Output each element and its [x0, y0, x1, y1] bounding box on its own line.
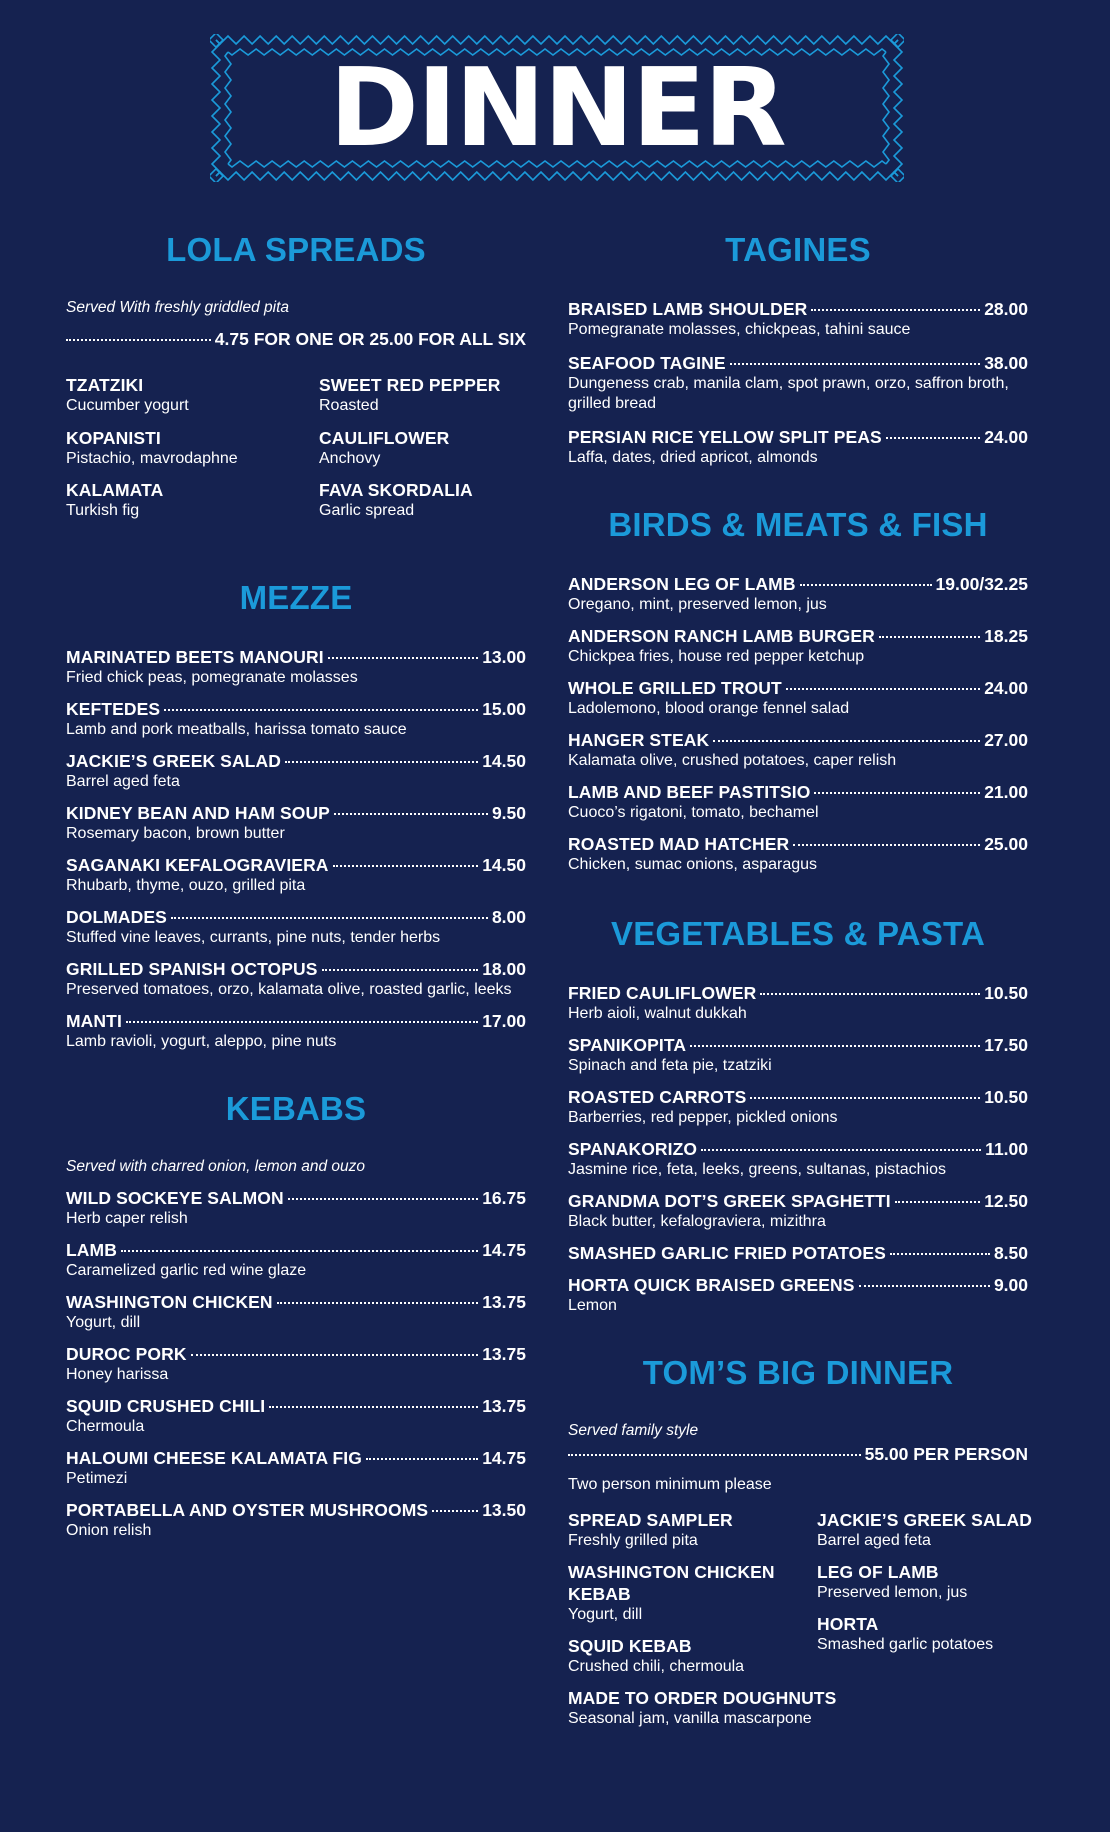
spreads-price: 4.75 FOR ONE OR 25.00 FOR ALL SIX: [214, 329, 526, 349]
item-desc: Rosemary bacon, brown butter: [66, 825, 285, 842]
dot-leader: [701, 1149, 981, 1151]
dot-leader: [890, 1253, 990, 1255]
menu-item: [319, 479, 569, 521]
item-name: GRANDMA DOT’S GREEK SPAGHETTI: [568, 1191, 891, 1211]
dot-leader: [288, 1198, 478, 1200]
toms-note: Two person minimum please: [568, 1476, 772, 1493]
menu-item: [568, 1242, 1028, 1264]
item-desc: Black butter, kefalograviera, mizithra: [568, 1213, 826, 1230]
menu-item: [568, 833, 1028, 875]
item-name: DOLMADES: [66, 907, 167, 927]
item-desc: Herb aioli, walnut dukkah: [568, 1005, 747, 1022]
item-desc: Dungeness crab, manila clam, spot prawn, orzo, saffron broth, grilled bread: [568, 375, 1009, 412]
menu-item-row: [568, 982, 1028, 1004]
dot-leader: [879, 636, 980, 638]
item-price: 8.00: [491, 907, 526, 927]
item-name: FAVA SKORDALIA: [319, 480, 473, 500]
item-name: ANDERSON RANCH LAMB BURGER: [568, 626, 875, 646]
dot-leader: [730, 363, 981, 365]
dot-leader: [811, 309, 980, 311]
item-price: 9.00: [993, 1275, 1028, 1295]
item-desc: Cucumber yogurt: [66, 397, 189, 414]
item-name: FRIED CAULIFLOWER: [568, 983, 757, 1003]
menu-item-row: [66, 1395, 526, 1417]
item-name: LAMB: [66, 1240, 117, 1260]
item-name: HORTA QUICK BRAISED GREENS: [568, 1275, 855, 1295]
dot-leader: [269, 1406, 478, 1408]
item-desc: Rhubarb, thyme, ouzo, grilled pita: [66, 877, 306, 894]
dot-leader: [568, 1454, 861, 1456]
item-desc: Honey harissa: [66, 1366, 169, 1383]
item-price: 19.00/32.25: [935, 574, 1028, 594]
item-desc: Yogurt, dill: [568, 1606, 643, 1623]
section-title: BIRDS & MEATS & FISH: [608, 506, 988, 543]
item-price: 13.00: [482, 647, 526, 667]
item-name: WHOLE GRILLED TROUT: [568, 678, 782, 698]
menu-item: [817, 1561, 1047, 1603]
item-desc: Pistachio, mavrodaphne: [66, 450, 238, 467]
menu-item-row: [568, 677, 1028, 699]
item-name: ROASTED MAD HATCHER: [568, 834, 790, 854]
section-intro: Served With freshly griddled pita: [66, 299, 289, 316]
menu-item: [66, 1343, 526, 1385]
dot-leader: [786, 688, 980, 690]
dot-leader: [859, 1285, 990, 1287]
menu-item-row: [568, 781, 1028, 803]
spreads-price-line: [66, 328, 526, 350]
menu-item-row: [568, 729, 1028, 751]
menu-item-row: [568, 1138, 1028, 1160]
menu-item: [568, 352, 1028, 414]
dot-leader: [800, 584, 932, 586]
item-name: WILD SOCKEYE SALMON: [66, 1188, 284, 1208]
item-price: 17.50: [984, 1035, 1028, 1055]
item-name: SPREAD SAMPLER: [568, 1510, 733, 1530]
item-name: KIDNEY BEAN AND HAM SOUP: [66, 803, 330, 823]
toms-price: 55.00 PER PERSON: [864, 1444, 1028, 1464]
item-name: KOPANISTI: [66, 428, 161, 448]
item-name: SEAFOOD TAGINE: [568, 353, 726, 373]
section-vegetables-pasta: [568, 914, 1028, 1314]
item-desc: Stuffed vine leaves, currants, pine nuts, tender herbs: [66, 929, 441, 946]
item-desc: Smashed garlic potatoes: [817, 1636, 994, 1653]
menu-item-row: [66, 1291, 526, 1313]
item-price: 12.50: [984, 1191, 1028, 1211]
item-price: 14.50: [482, 855, 526, 875]
section-title: VEGETABLES & PASTA: [611, 915, 985, 952]
item-desc: Roasted: [319, 397, 379, 414]
item-name: WASHINGTON CHICKEN: [66, 1292, 273, 1312]
menu-item: [568, 781, 1028, 823]
item-name: MANTI: [66, 1011, 122, 1031]
item-price: 13.50: [482, 1500, 526, 1520]
item-price: 9.50: [491, 803, 526, 823]
item-desc: Spinach and feta pie, tzatziki: [568, 1057, 772, 1074]
menu-item: [568, 1138, 1028, 1180]
dot-leader: [334, 813, 488, 815]
menu-item: [66, 802, 526, 844]
dot-leader: [164, 709, 478, 711]
item-desc: Barrel aged feta: [817, 1532, 931, 1549]
menu-item: [66, 698, 526, 740]
item-name: LAMB AND BEEF PASTITSIO: [568, 782, 811, 802]
menu-item: [568, 573, 1028, 615]
dot-leader: [66, 339, 211, 341]
menu-item: [66, 1291, 526, 1333]
menu-item-row: [66, 750, 526, 772]
section-toms-big-dinner: [568, 1353, 1032, 1727]
item-price: 18.25: [984, 626, 1028, 646]
item-desc: Jasmine rice, feta, leeks, greens, sultanas, pistachios: [568, 1161, 946, 1178]
item-name: KALAMATA: [66, 480, 164, 500]
menu-item: [568, 982, 1028, 1024]
item-price: 17.00: [482, 1011, 526, 1031]
menu-item-row: [568, 426, 1028, 448]
item-desc: Caramelized garlic red wine glaze: [66, 1262, 307, 1279]
item-price: 25.00: [984, 834, 1028, 854]
section-title: MEZZE: [239, 579, 353, 616]
item-name: SMASHED GARLIC FRIED POTATOES: [568, 1243, 886, 1263]
item-name: HANGER STEAK: [568, 730, 710, 750]
item-price: 13.75: [482, 1292, 526, 1312]
item-desc: Petimezi: [66, 1470, 128, 1487]
menu-item-row: [66, 1010, 526, 1032]
menu-item: [568, 1086, 1028, 1128]
item-name: SQUID KEBAB: [568, 1636, 692, 1656]
item-desc: Seasonal jam, vanilla mascarpone: [568, 1710, 812, 1727]
menu-item: [319, 427, 569, 469]
menu-item-row: [66, 958, 526, 980]
section-title: LOLA SPREADS: [166, 231, 426, 268]
item-name: PORTABELLA AND OYSTER MUSHROOMS: [66, 1500, 429, 1520]
item-desc: Ladolemono, blood orange fennel salad: [568, 700, 850, 717]
menu-item-row: [568, 833, 1028, 855]
item-desc: Laffa, dates, dried apricot, almonds: [568, 449, 818, 466]
menu-item: [66, 1499, 526, 1541]
dot-leader: [690, 1045, 980, 1047]
item-desc: Kalamata olive, crushed potatoes, caper relish: [568, 752, 897, 769]
section-title: TOM’S BIG DINNER: [642, 1354, 954, 1391]
menu-item-row: [568, 1242, 1028, 1264]
item-name: ROASTED CARROTS: [568, 1087, 747, 1107]
item-name: SQUID CRUSHED CHILI: [66, 1396, 266, 1416]
item-name: SAGANAKI KEFALOGRAVIERA: [66, 855, 329, 875]
item-desc: Fried chick peas, pomegranate molasses: [66, 669, 358, 686]
toms-price-line: [568, 1443, 1028, 1465]
menu-item: [568, 426, 1028, 468]
menu-item-row: [66, 854, 526, 876]
dot-leader: [322, 969, 479, 971]
item-price: 27.00: [984, 730, 1028, 750]
dot-leader: [886, 437, 980, 439]
section-title: KEBABS: [225, 1090, 367, 1127]
menu-item: [568, 677, 1028, 719]
item-price: 24.00: [984, 678, 1028, 698]
menu-item-row: [66, 1239, 526, 1261]
dot-leader: [366, 1458, 478, 1460]
menu-item: [319, 374, 569, 416]
item-desc: Herb caper relish: [66, 1210, 188, 1227]
item-price: 16.75: [482, 1188, 526, 1208]
menu-item-row: [568, 1274, 1028, 1296]
menu-item: [66, 1239, 526, 1281]
item-desc: Pomegranate molasses, chickpeas, tahini sauce: [568, 321, 911, 338]
item-desc: Anchovy: [319, 450, 381, 467]
menu-item: [66, 854, 526, 896]
item-desc: Lemon: [568, 1297, 617, 1314]
dot-leader: [328, 657, 479, 659]
dot-leader: [750, 1097, 980, 1099]
dot-leader: [277, 1302, 479, 1304]
menu-item: [568, 625, 1028, 667]
item-price: 14.75: [482, 1448, 526, 1468]
item-name: JACKIE’S GREEK SALAD: [66, 751, 281, 771]
dot-leader: [126, 1021, 478, 1023]
page-title: DINNER: [329, 46, 785, 171]
item-name: BRAISED LAMB SHOULDER: [568, 299, 808, 319]
menu-item-row: [66, 802, 526, 824]
item-desc: Preserved tomatoes, orzo, kalamata olive, roasted garlic, leeks: [66, 981, 512, 998]
dot-leader: [121, 1250, 478, 1252]
menu-item: [66, 1395, 526, 1437]
item-name: DUROC PORK: [66, 1344, 187, 1364]
menu-item: [568, 729, 1028, 771]
item-desc: Cuoco’s rigatoni, tomato, bechamel: [568, 804, 819, 821]
menu-item-row: [66, 1499, 526, 1521]
menu-item-row: [66, 1187, 526, 1209]
title-frame: [210, 34, 904, 182]
item-name: JACKIE’S GREEK SALAD: [817, 1510, 1032, 1530]
menu-item: [66, 1187, 526, 1229]
item-price: 21.00: [984, 782, 1028, 802]
dot-leader: [432, 1510, 478, 1512]
dot-leader: [895, 1201, 980, 1203]
menu-item-row: [568, 625, 1028, 647]
dot-leader: [793, 844, 980, 846]
menu-item: [568, 1190, 1028, 1232]
section-intro: Served family style: [568, 1422, 699, 1439]
section-title: TAGINES: [725, 231, 871, 268]
item-price: 8.50: [993, 1243, 1028, 1263]
item-desc: Preserved lemon, jus: [817, 1584, 968, 1601]
menu-item-row: [66, 646, 526, 668]
menu-item: [817, 1509, 1047, 1551]
dot-leader: [191, 1354, 479, 1356]
item-desc: Chermoula: [66, 1418, 145, 1435]
dot-leader: [171, 917, 488, 919]
section-lola-spreads: [66, 230, 526, 519]
item-price: 38.00: [984, 353, 1028, 373]
menu-item: [66, 1010, 526, 1052]
item-desc: Lamb and pork meatballs, harissa tomato sauce: [66, 721, 407, 738]
item-desc: Chickpea fries, house red pepper ketchup: [568, 648, 865, 665]
item-price: 10.50: [984, 983, 1028, 1003]
section-tagines: [568, 230, 1028, 466]
item-desc: Barberries, red pepper, pickled onions: [568, 1109, 838, 1126]
menu-item-row: [568, 1034, 1028, 1056]
item-name: GRILLED SPANISH OCTOPUS: [66, 959, 318, 979]
item-name: HORTA: [817, 1614, 879, 1634]
menu-item: [66, 646, 526, 688]
menu-item: [568, 298, 1028, 340]
menu-item: [66, 1447, 526, 1489]
menu-item: [568, 1274, 1028, 1316]
item-name: LEG OF LAMB: [817, 1562, 939, 1582]
item-desc: Barrel aged feta: [66, 773, 180, 790]
item-desc: Lamb ravioli, yogurt, aleppo, pine nuts: [66, 1033, 337, 1050]
item-name: SPANIKOPITA: [568, 1035, 687, 1055]
item-price: 13.75: [482, 1396, 526, 1416]
dot-leader: [713, 740, 980, 742]
menu-item-row: [568, 1086, 1028, 1108]
item-desc: Onion relish: [66, 1522, 152, 1539]
menu-item-row: [568, 1190, 1028, 1212]
menu-item-row: [66, 906, 526, 928]
item-name: ANDERSON LEG OF LAMB: [568, 574, 796, 594]
menu-item-row: [66, 1343, 526, 1365]
item-price: 18.00: [482, 959, 526, 979]
menu-item-row: [568, 573, 1028, 595]
item-desc: Turkish fig: [66, 502, 140, 519]
item-name: MADE TO ORDER DOUGHNUTS: [568, 1688, 837, 1708]
item-desc: Oregano, mint, preserved lemon, jus: [568, 596, 827, 613]
dot-leader: [760, 993, 980, 995]
menu-item: [66, 958, 526, 1000]
menu-item-row: [66, 1447, 526, 1469]
item-price: 14.50: [482, 751, 526, 771]
section-kebabs: [66, 1089, 526, 1539]
menu-item: [817, 1613, 1047, 1655]
item-desc: Crushed chili, chermoula: [568, 1658, 745, 1675]
item-name: HALOUMI CHEESE KALAMATA FIG: [66, 1448, 362, 1468]
menu-item: [568, 1561, 798, 1625]
item-price: 10.50: [984, 1087, 1028, 1107]
item-name: SPANAKORIZO: [568, 1139, 698, 1159]
item-name: PERSIAN RICE YELLOW SPLIT PEAS: [568, 427, 882, 447]
menu-item: [66, 427, 316, 469]
item-desc: Chicken, sumac onions, asparagus: [568, 856, 818, 873]
dot-leader: [285, 761, 478, 763]
menu-item: [66, 479, 316, 521]
item-price: 14.75: [482, 1240, 526, 1260]
menu-item: [568, 1687, 1028, 1729]
item-name: TZATZIKI: [66, 375, 144, 395]
menu-item: [568, 1635, 798, 1677]
item-price: 15.00: [482, 699, 526, 719]
item-name: SWEET RED PEPPER: [319, 375, 501, 395]
menu-item-row: [66, 698, 526, 720]
item-price: 11.00: [985, 1139, 1028, 1159]
item-name: MARINATED BEETS MANOURI: [66, 647, 324, 667]
menu-item: [66, 906, 526, 948]
section-intro: Served with charred onion, lemon and ouzo: [66, 1158, 365, 1175]
menu-item: [66, 374, 316, 416]
item-price: 28.00: [984, 299, 1028, 319]
item-name: WASHINGTON CHICKEN KEBAB: [568, 1562, 775, 1604]
menu-item: [66, 750, 526, 792]
item-name: KEFTEDES: [66, 699, 161, 719]
item-desc: Yogurt, dill: [66, 1314, 141, 1331]
menu-item: [568, 1509, 808, 1551]
item-desc: Freshly grilled pita: [568, 1532, 698, 1549]
item-price: 24.00: [984, 427, 1028, 447]
menu-item-row: [568, 352, 1028, 374]
item-desc: Garlic spread: [319, 502, 415, 519]
section-mezze: [66, 578, 526, 1050]
dot-leader: [333, 865, 479, 867]
menu-item: [568, 1034, 1028, 1076]
item-price: 13.75: [482, 1344, 526, 1364]
dot-leader: [814, 792, 980, 794]
menu-item-row: [568, 298, 1028, 320]
item-name: CAULIFLOWER: [319, 428, 450, 448]
section-birds-meats-fish: [568, 505, 1028, 873]
